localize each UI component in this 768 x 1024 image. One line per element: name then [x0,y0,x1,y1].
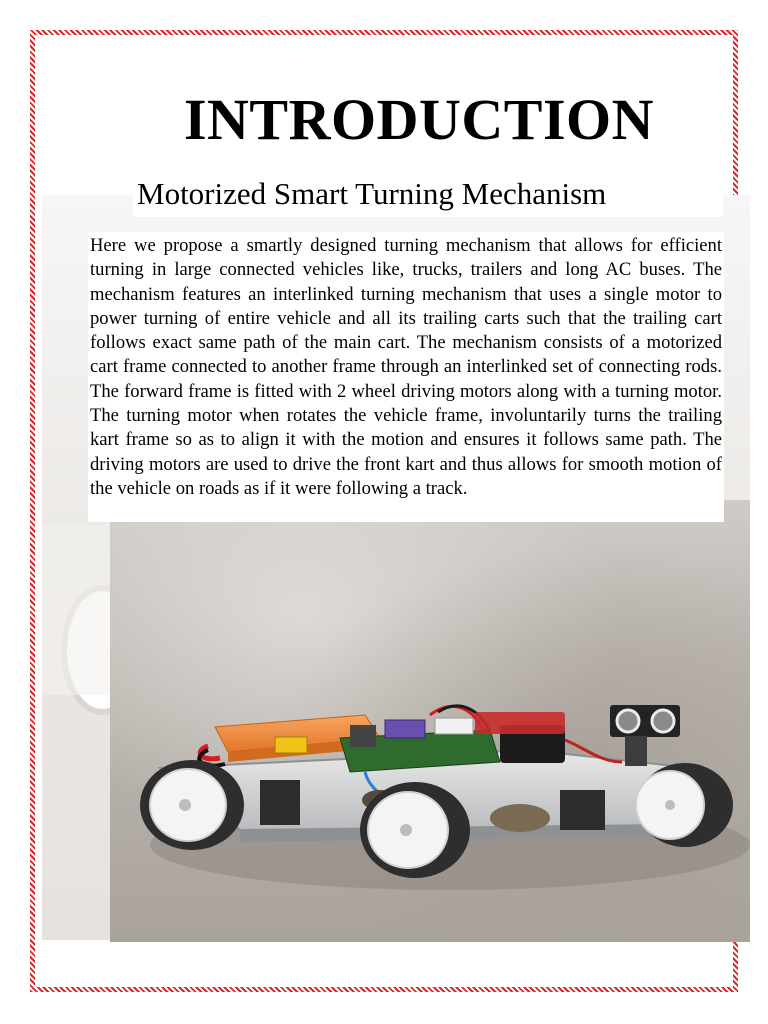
page-title: INTRODUCTION [183,87,655,152]
front-left-wheel [360,782,470,878]
page-subtitle: Motorized Smart Turning Mechanism [137,176,607,211]
intro-paragraph: Here we propose a smartly designed turning mechanism that allows for efficient turning in large connected vehicles like, trucks, trailers and long AC buses. The mechanism features an interlinked turning mechanism that uses a single motor to power turning of entire vehicle and all its trailing carts such that the trailing cart follows exact same path of the main cart. The mechanism consists of a motorized cart frame connected to another frame through an interlinked set of connecting rods. The forward frame is fitted with 2 wheel driving motors along with a turning motor. The turning motor when rotates the vehicle frame, involuntarily turns the trailing kart frame so as to align it with the motion and ensures it follows same path. The driving motors are used to drive the front kart and thus allows for smooth motion of the vehicle on roads as if it were following a track. [90,235,722,499]
rear-left-wheel [140,760,244,850]
robot-car-photo [110,500,750,942]
